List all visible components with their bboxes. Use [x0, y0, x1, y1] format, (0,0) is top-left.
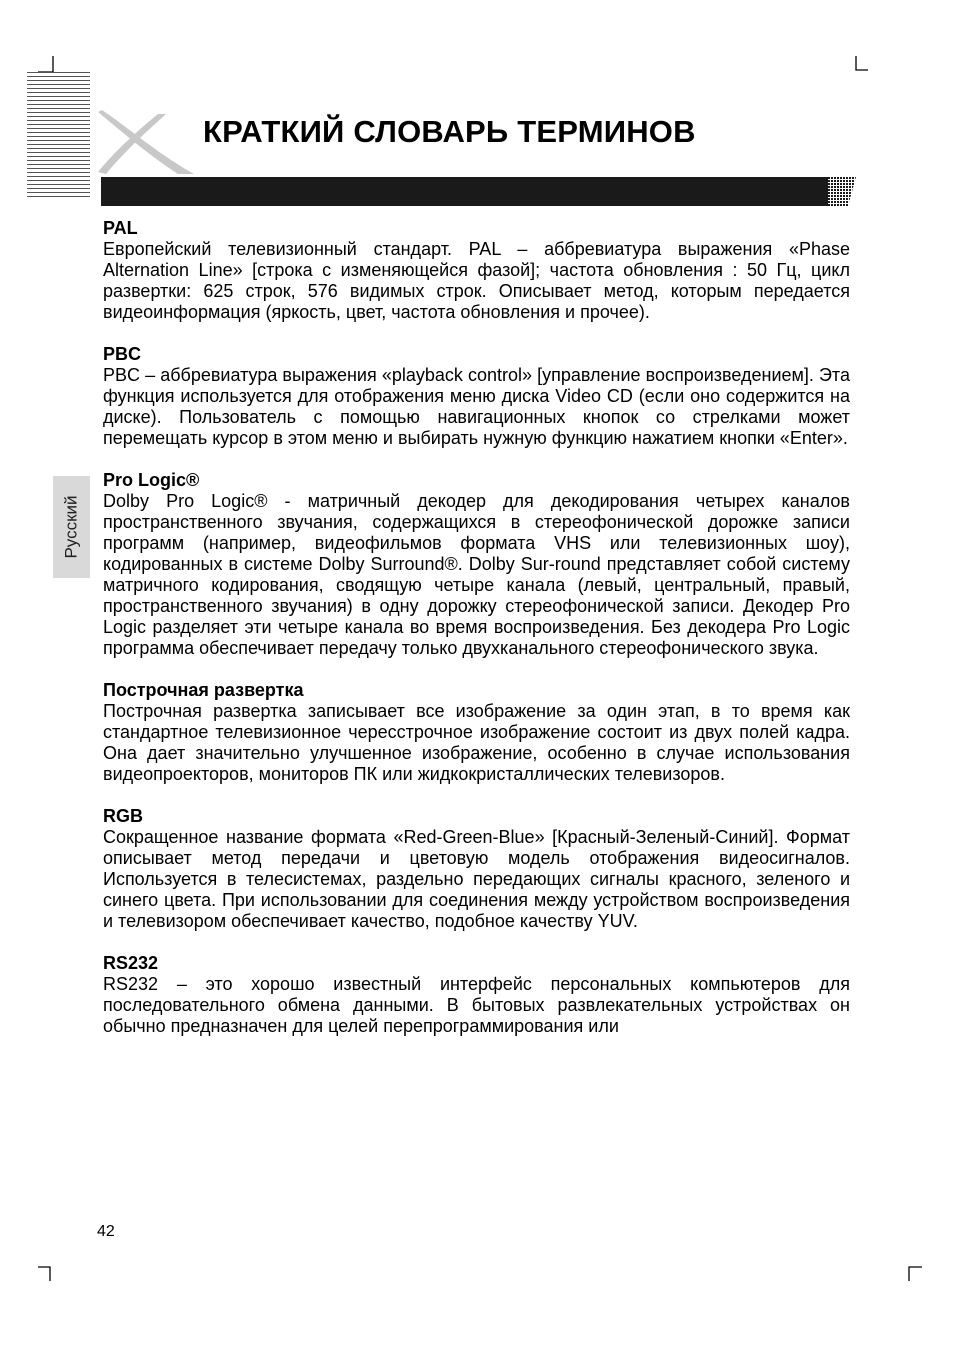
term-definition: Построчная развертка записывает все изображение за один этап, в то время как стандартное телевизионное чересстрочное изображение состоит из двух полей кадра. Она дает значительно улучшенное изображение, особенно в случае использования видеопроекторов, мониторов ПК или жидкокристаллических телевизоров. — [103, 701, 850, 784]
x-logo-icon — [96, 108, 196, 176]
term-definition: PBC – аббревиатура выражения «playback control» [управление воспроизведением]. Эта функция используется для отображения меню диска Video CD (если оно содержится на диске). Пользователь с помощью навигационных кнопок со стрелками может перемещать курсор в этом меню и выбирать нужную функцию нажатием кнопки «Enter». — [103, 365, 850, 448]
glossary-entry-pro-logic — [103, 470, 850, 659]
crop-mark-bottom-left — [36, 1263, 56, 1283]
term-definition: Европейский телевизионный стандарт. PAL – аббревиатура выражения «Phase Alternation Line» [строка с изменяющейся фазой]; частота обновления : 50 Гц, цикл развертки: 625 строк, 576 видимых строк. Описывает метод, которым передается видеоинформация (яркость, цвет, частота обновления и прочее). — [103, 239, 850, 322]
term-definition: Dolby Pro Logic® - матричный декодер для декодирования четырех каналов пространственного звучания, содержащихся в стереофонической дорожке записи программ (например, видеофильмов формата VHS или телевизионных шоу), кодированных в системе Dolby Surround®. Dolby Sur-round представляет собой систему матричного кодирования, сводящую четыре канала (левый, центральный, правый, пространственного звучания) в одну дорожку стереофонической записи. Декодер Pro Logic разделяет эти четыре канала во время воспроизведения. Без декодера Pro Logic программа обеспечивает передачу только двухканального стереофонического звука. — [103, 491, 850, 658]
language-tab — [53, 476, 90, 578]
glossary-entry-progressive-scan — [103, 680, 850, 785]
crop-mark-top-right — [852, 56, 872, 76]
decorative-stripes — [27, 72, 90, 200]
page-title: КРАТКИЙ СЛОВАРЬ ТЕРМИНОВ — [203, 114, 696, 149]
term-heading: PBC — [103, 344, 142, 364]
glossary-entry-rs232 — [103, 953, 850, 1037]
title-bar — [101, 177, 828, 206]
term-heading: RGB — [103, 806, 143, 826]
title-bar-dots — [822, 177, 856, 206]
glossary-entry-pal — [103, 218, 850, 323]
glossary-entry-pbc — [103, 344, 850, 449]
language-tab-label: Русский — [61, 495, 81, 559]
crop-mark-bottom-right — [904, 1263, 924, 1283]
term-definition: RS232 – это хорошо известный интерфейс персональных компьютеров для последовательного обмена данными. В бытовых развлекательных устройствах он обычно предназначен для целей перепрограммирования или — [103, 974, 850, 1036]
page-number: 42 — [97, 1223, 115, 1240]
term-heading: RS232 — [103, 953, 159, 973]
term-heading: Pro Logic® — [103, 470, 200, 490]
glossary-entry-rgb — [103, 806, 850, 932]
term-heading: Построчная развертка — [103, 680, 304, 700]
glossary-content — [103, 218, 850, 1058]
term-heading: PAL — [103, 218, 138, 238]
term-definition: Сокращенное название формата «Red-Green-Blue» [Красный-Зеленый-Синий]. Формат описывает метод передачи и цветовую модель отображения видеосигналов. Используется в телесистемах, раздельно передающих сигналы красного, зеленого и синего цвета. При использовании для соединения между устройством воспроизведения и телевизором обеспечивает качество, подобное качеству YUV. — [103, 827, 850, 931]
